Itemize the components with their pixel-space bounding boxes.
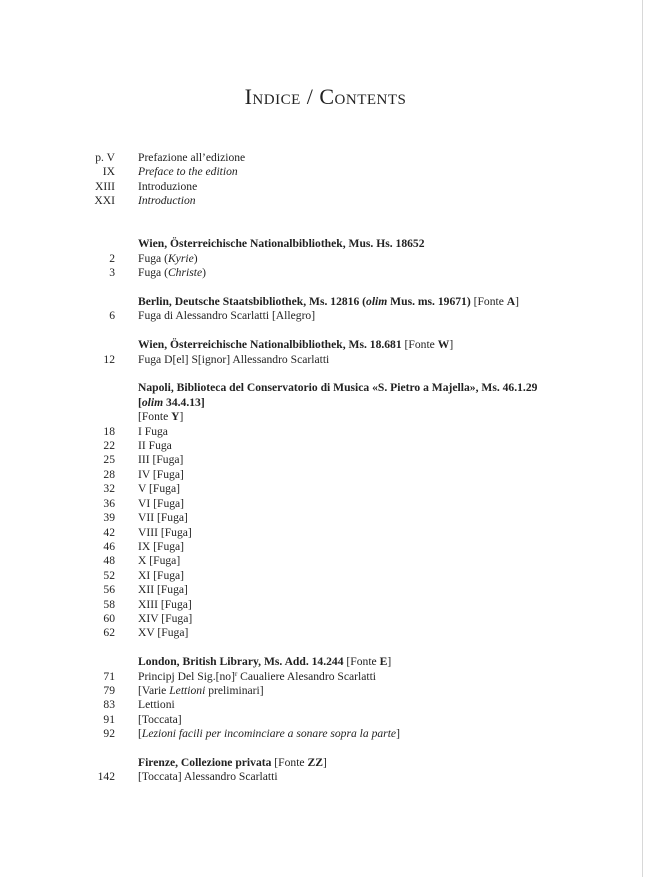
- text-segment: XI [Fuga]: [138, 568, 185, 582]
- entry-title: [138, 252, 538, 266]
- entry-title: [138, 540, 538, 554]
- text-segment: Caualiere Alesandro Scarlatti: [237, 669, 377, 683]
- toc-entry[interactable]: [0, 497, 640, 511]
- text-segment: [Toccata]: [138, 712, 182, 726]
- text-segment: Y: [171, 410, 180, 424]
- section-header: [0, 655, 640, 669]
- toc-section: [0, 756, 640, 785]
- page-number: 56: [103, 583, 115, 597]
- toc-entry[interactable]: [0, 554, 640, 568]
- toc-entry[interactable]: [0, 670, 640, 684]
- text-segment: [: [138, 395, 142, 409]
- entry-title: [138, 194, 538, 208]
- toc-section: [0, 655, 640, 741]
- text-segment: ]: [396, 727, 400, 741]
- entry-title: [138, 180, 538, 194]
- text-segment: Kyrie: [167, 251, 194, 265]
- entry-title: [138, 165, 538, 179]
- text-segment: I Fuga: [138, 424, 168, 438]
- text-segment: E: [379, 655, 388, 669]
- page-number: 28: [103, 467, 115, 481]
- text-segment: A: [506, 295, 516, 309]
- text-segment: Fuga (: [138, 266, 168, 280]
- text-segment: ]: [179, 410, 184, 424]
- entry-title: [138, 770, 538, 784]
- section-header: [0, 237, 640, 251]
- page-number: 2: [109, 251, 115, 265]
- page-number: 48: [103, 554, 115, 568]
- text-segment: VIII [Fuga]: [138, 525, 192, 539]
- text-segment: [Fonte: [343, 655, 380, 669]
- toc-entry[interactable]: [0, 252, 640, 266]
- text-segment: r: [234, 669, 238, 678]
- page-number: 79: [103, 683, 115, 697]
- toc-entry[interactable]: [0, 425, 640, 439]
- toc-entry[interactable]: [0, 439, 640, 453]
- entry-title: [138, 554, 538, 568]
- section-header-text: [138, 756, 538, 770]
- text-segment: Introduction: [138, 194, 196, 208]
- entry-title: [138, 468, 538, 482]
- section-header: [0, 381, 640, 395]
- entry-title: [138, 569, 538, 583]
- entry-title: [138, 453, 538, 467]
- entry-title: [138, 439, 538, 453]
- toc-entry[interactable]: [0, 526, 640, 540]
- entry-title: [138, 670, 538, 684]
- text-segment: IV [Fuga]: [138, 467, 184, 481]
- toc-entry[interactable]: [0, 626, 640, 640]
- text-segment: Introduzione: [138, 179, 198, 193]
- toc-section: [0, 338, 640, 367]
- toc-entry[interactable]: [0, 165, 640, 179]
- page-number: 71: [103, 669, 115, 683]
- toc-entry[interactable]: [0, 482, 640, 496]
- text-segment: 34.4.13]: [163, 395, 205, 409]
- text-segment: IX [Fuga]: [138, 539, 185, 553]
- section-header-text: [138, 381, 538, 395]
- toc-section: [0, 381, 640, 640]
- toc-section: [0, 237, 640, 280]
- text-segment: Napoli, Biblioteca del Conservatorio di Musica «S. Pietro a Majella», Ms. 46.1.29: [138, 381, 538, 395]
- toc-entry[interactable]: [0, 468, 640, 482]
- text-segment: ]: [515, 295, 520, 309]
- text-segment: Christe: [167, 266, 203, 280]
- text-segment: II Fuga: [138, 439, 172, 453]
- text-segment: Fuga (: [138, 251, 168, 265]
- page-number: 52: [103, 568, 115, 582]
- text-segment: XV [Fuga]: [138, 626, 189, 640]
- entry-title: [138, 713, 538, 727]
- page-number: 12: [103, 352, 115, 366]
- entry-title: [138, 598, 538, 612]
- entry-title: [138, 353, 538, 367]
- page-number: XXI: [94, 194, 115, 208]
- page-edge: [642, 0, 643, 877]
- text-segment: [Varie: [138, 683, 170, 697]
- text-segment: Principj Del Sig.[no]: [138, 669, 235, 683]
- page-number: XIII: [95, 179, 115, 193]
- text-segment: Wien, Österreichische Nationalbibliothek, Mus. Hs. 18652: [138, 237, 425, 251]
- page-number: 83: [103, 698, 115, 712]
- text-segment: Lezioni facili per incominciare a sonare sopra la parte: [141, 727, 397, 741]
- toc-entry[interactable]: [0, 151, 640, 165]
- text-segment: ]: [387, 655, 392, 669]
- text-segment: [Fonte: [470, 295, 507, 309]
- entry-title: [138, 583, 538, 597]
- text-segment: preliminari]: [205, 683, 264, 697]
- toc-entry[interactable]: [0, 713, 640, 727]
- section-header-text: [138, 237, 538, 251]
- text-segment: Prefazione all’edizione: [138, 151, 246, 164]
- page-number: 46: [103, 539, 115, 553]
- toc-section: [0, 295, 640, 324]
- text-segment: ): [193, 251, 198, 265]
- text-segment: Lettioni: [138, 698, 175, 712]
- toc-entry[interactable]: [0, 353, 640, 367]
- text-segment: ): [202, 266, 206, 280]
- entry-title: [138, 482, 538, 496]
- toc-entry[interactable]: [0, 511, 640, 525]
- text-segment: [Toccata] Alessandro Scarlatti: [138, 770, 278, 784]
- text-segment: [Fonte: [401, 338, 438, 352]
- entry-title: [138, 698, 538, 712]
- page-number: 32: [103, 482, 115, 496]
- page-title: Indice / Contents: [244, 84, 407, 109]
- section-header: [0, 410, 640, 424]
- text-segment: Fuga di Alessandro Scarlatti [Allegro]: [138, 309, 316, 323]
- text-segment: [Fonte: [138, 410, 172, 424]
- section-header-text: [138, 410, 538, 424]
- toc-section: [0, 151, 640, 209]
- toc-entry[interactable]: [0, 583, 640, 597]
- entry-title: [138, 425, 538, 439]
- entry-title: [138, 309, 538, 323]
- toc-entry[interactable]: [0, 540, 640, 554]
- page-number: 92: [103, 727, 115, 741]
- entry-title: [138, 612, 538, 626]
- page-number: 3: [109, 266, 115, 280]
- entry-title: [138, 626, 538, 640]
- text-segment: III [Fuga]: [138, 453, 184, 467]
- toc-entry[interactable]: [0, 770, 640, 784]
- toc-entry[interactable]: [0, 266, 640, 280]
- text-segment: X [Fuga]: [138, 554, 181, 568]
- entry-title: [138, 511, 538, 525]
- page-number: 60: [103, 611, 115, 625]
- page-number: 36: [103, 496, 115, 510]
- entry-title: [138, 684, 538, 698]
- page-number: 42: [103, 525, 115, 539]
- page-number: 62: [103, 626, 115, 640]
- entry-title: [138, 497, 538, 511]
- text-segment: ZZ: [307, 755, 323, 769]
- text-segment: London, British Library, Ms. Add. 14.244: [138, 655, 344, 669]
- text-segment: XIII [Fuga]: [138, 597, 192, 611]
- entry-title: [138, 151, 538, 165]
- text-segment: Wien, Österreichische Nationalbibliothek, Ms. 18.681: [138, 338, 402, 352]
- text-segment: XII [Fuga]: [138, 583, 188, 597]
- text-segment: olim: [366, 295, 388, 309]
- entry-title: [138, 526, 538, 540]
- toc-entry[interactable]: [0, 180, 640, 194]
- text-segment: Preface to the edition: [138, 165, 238, 179]
- text-segment: W: [437, 338, 450, 352]
- entry-title: [138, 266, 538, 280]
- toc-entry[interactable]: [0, 698, 640, 712]
- text-segment: VI [Fuga]: [138, 496, 185, 510]
- table-of-contents: [0, 151, 640, 785]
- text-segment: ]: [449, 338, 454, 352]
- text-segment: olim: [141, 395, 164, 409]
- text-segment: Berlin, Deutsche Staatsbibliothek, Ms. 12816 (: [138, 295, 367, 309]
- toc-entry[interactable]: [0, 612, 640, 626]
- text-segment: Firenze, Collezione privata: [138, 755, 272, 769]
- section-header-text: [138, 396, 538, 410]
- section-header: [0, 338, 640, 352]
- section-header-text: [138, 295, 538, 309]
- text-segment: ]: [322, 755, 327, 769]
- page-number: p. V: [95, 151, 115, 164]
- page-number: 39: [103, 511, 115, 525]
- toc-entry[interactable]: [0, 309, 640, 323]
- page-number: 18: [103, 424, 115, 438]
- text-segment: [Fonte: [271, 755, 308, 769]
- text-segment: Fuga D[el] S[ignor] Allessandro Scarlatti: [138, 352, 330, 366]
- page-number: 6: [109, 309, 115, 323]
- text-segment: V [Fuga]: [138, 482, 180, 496]
- page-number: 91: [103, 712, 115, 726]
- page-number: 142: [97, 770, 115, 784]
- text-segment: [: [138, 727, 142, 741]
- toc-entry[interactable]: [0, 569, 640, 583]
- section-header-text: [138, 655, 538, 669]
- text-segment: Lettioni: [169, 683, 206, 697]
- section-header: [0, 295, 640, 309]
- page-number: 25: [103, 453, 115, 467]
- entry-title: [138, 727, 538, 741]
- toc-entry[interactable]: [0, 194, 640, 208]
- text-segment: XIV [Fuga]: [138, 611, 193, 625]
- section-header: [0, 396, 640, 410]
- toc-entry[interactable]: [0, 727, 640, 741]
- toc-entry[interactable]: [0, 684, 640, 698]
- text-segment: VII [Fuga]: [138, 511, 188, 525]
- page-number: 22: [103, 439, 115, 453]
- section-header: [0, 756, 640, 770]
- section-header-text: [138, 338, 538, 352]
- text-segment: Mus. ms. 19671): [387, 295, 471, 309]
- page-number: IX: [102, 165, 115, 179]
- page-number: 58: [103, 597, 115, 611]
- toc-entry[interactable]: [0, 453, 640, 467]
- toc-entry[interactable]: [0, 598, 640, 612]
